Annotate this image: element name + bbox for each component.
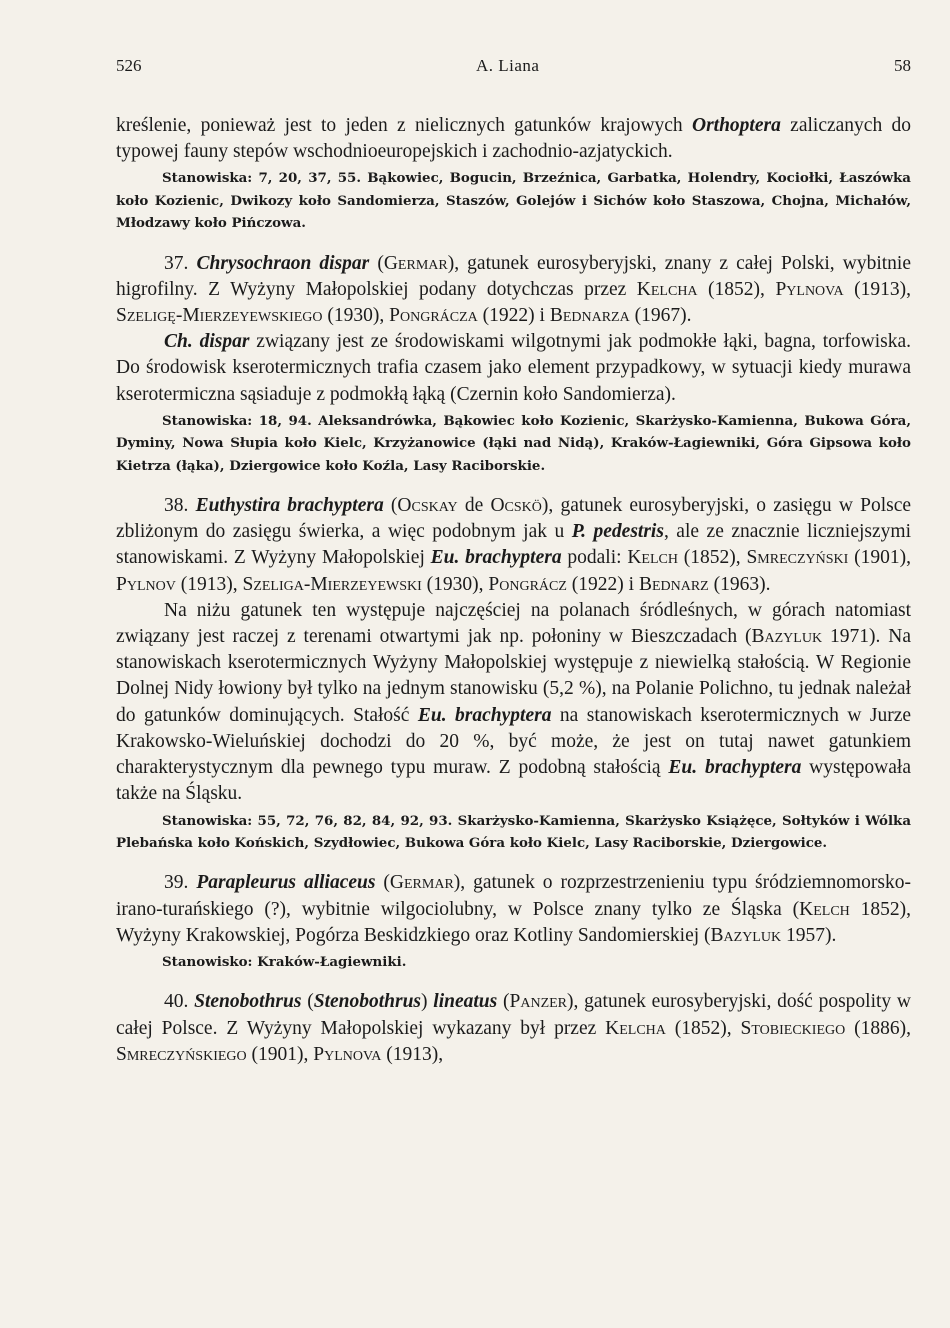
stations-list: Stanowisko: Kraków-Łagiewniki. xyxy=(162,953,407,970)
body-paragraph: 38. Euthystira brachyptera (Ocskay de Ocskö), gatunek eurosyberyjski, o zasięgu w Polsce zbliżonym do zasięgu świerka, a więc podobnym jak u P. pedestris, ale ze znacznie liczniejszymi stanowiskami. Z Wyżyny Małopolskiej Eu. brachyptera podali: Kelch (1852), Smreczyński (1901), Pylnov (1913), Szeliga-Mierzeyewski (1930), Pongrácz (1922) i Bednarz (1963). xyxy=(116,495,912,595)
page-body xyxy=(116,113,911,1068)
body-paragraph: Ch. dispar związany jest ze środowiskami wilgotnymi jak podmokłe łąki, bagna, torfowiska. Do środowisk kserotermicznych trafia czasem jako element przypadkowy, w sytuacji kiedy murawa kserotermiczna sąsiaduje z podmokłą łąką (Czernin koło Sandomierza). xyxy=(116,331,911,405)
body-paragraph: kreślenie, ponieważ jest to jeden z nielicznych gatunków krajowych Orthoptera zaliczanych do typowej fauny stepów wschodnioeuropejskich i zachodnio-azjatyckich. xyxy=(116,115,911,163)
running-title: A. Liana xyxy=(476,56,540,75)
body-paragraph: 40. Stenobothrus (Stenobothrus) lineatus (Panzer), gatunek eurosyberyjski, dość pospolity w całej Polsce. Z Wyżyny Małopolskiej wykazany był przez Kelcha (1852), Stobieckiego (1886), Smreczyńskiego (1901), Pylnova (1913), xyxy=(116,991,912,1065)
running-head xyxy=(116,56,911,86)
stations-list: Stanowiska: 55, 72, 76, 82, 84, 92, 93. Skarżysko-Kamienna, Skarżysko Książęce, Sołtyków i Wólka Plebańska koło Końskich, Szydłowiec, Bukowa Góra koło Kielc, Lasy Raciborskie, Dziergowice. xyxy=(116,812,911,851)
body-paragraph: 39. Parapleurus alliaceus (Germar), gatunek o rozprzestrzenieniu typu śródziemnomorsko-irano-turańskiego (?), wybitnie wilgociolubny, w Polsce znany tylko ze Śląska (Kelch 1852), Wyżyny Krakowskiej, Pogórza Beskidzkiego oraz Kotliny Sandomierskiej (Bazyluk 1957). xyxy=(116,872,912,946)
stations-list: Stanowiska: 18, 94. Aleksandrówka, Bąkowiec koło Kozienic, Skarżysko-Kamienna, Bukowa Góra, Dyminy, Nowa Słupia koło Kielc, Krzyżanowice (łąki nad Nidą), Kraków-Łagiewniki, Góra Gipsowa koło Kietrza (łąka), Dziergowice koło Koźla, Lasy Raciborskie. xyxy=(116,412,911,474)
page-number-right: 58 xyxy=(894,56,911,75)
body-paragraph: 37. Chrysochraon dispar (Germar), gatunek eurosyberyjski, znany z całej Polski, wybitnie higrofilny. Z Wyżyny Małopolskiej podany dotychczas przez Kelcha (1852), Pylnova (1913), Szeligę-Mierzeyewskiego (1930), Pongrácza (1922) i Bednarza (1967). xyxy=(116,252,911,327)
stations-list: Stanowiska: 7, 20, 37, 55. Bąkowiec, Bogucin, Brzeźnica, Garbatka, Holendry, Kociołki, Łaszówka koło Kozienic, Dwikozy koło Sandomierza, Staszów, Golejów i Sichów koło Staszowa, Chojna, Michałów, Młodzawy koło Pińczowa. xyxy=(116,170,911,232)
page-number-left: 526 xyxy=(116,56,142,75)
document-page xyxy=(116,56,911,1068)
body-paragraph: Na niżu gatunek ten występuje najczęściej na polanach śródleśnych, w górach natomiast związany jest raczej z terenami otwartymi jak np. połoniny w Bieszczadach (Bazyluk 1971). Na stanowiskach kserotermicznych Wyżyny Małopolskiej występuje z niewielką stałością. W Regionie Dolnej Nidy łowiony był tylko na jednym stanowisku (5,2 %), na Polanie Polichno, tu jednak należał do gatunków dominujących. Stałość Eu. brachyptera na stanowiskach kserotermicznych w Jurze Krakowsko-Wieluńskiej dochodzi do 20 %, być może, że jest on tutaj nawet gatunkiem charakterystycznym dla pewnego typu muraw. Z podobną stałością Eu. brachyptera występowała także na Śląsku. xyxy=(116,599,912,805)
